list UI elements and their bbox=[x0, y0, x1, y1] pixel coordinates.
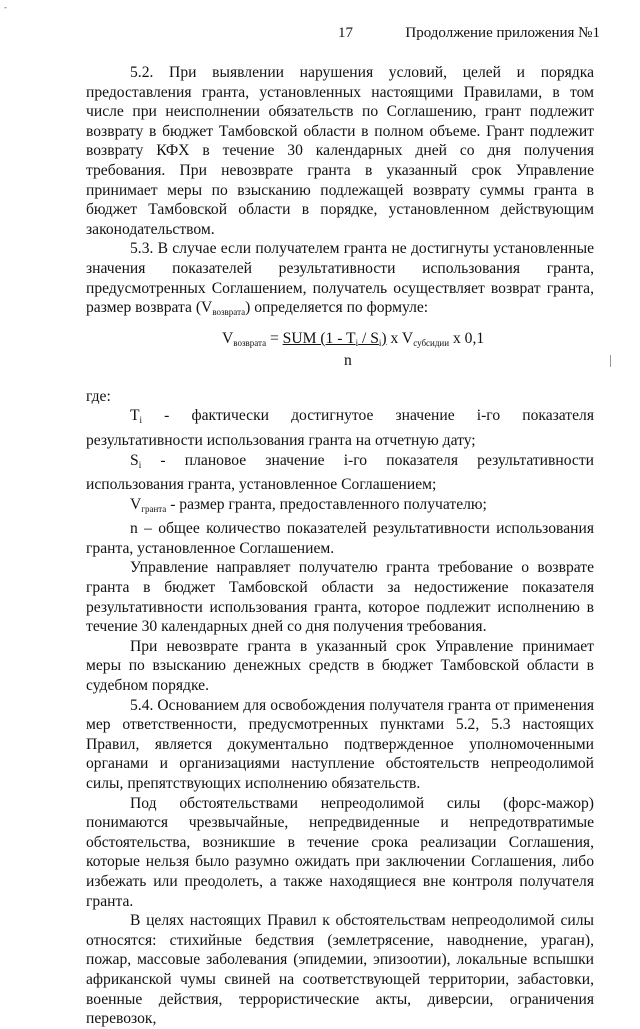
definition-n: n – общее количество показателей результативности использования гранта, установленное Соглашением. bbox=[86, 520, 594, 557]
formula-denominator: n bbox=[344, 351, 352, 369]
definition-v: $V_{гранта}$ - размер гранта, предоставленного получателю; bbox=[130, 495, 487, 514]
paragraph-force-list: В целях настоящих Правил к обстоятельствам непреодолимой силы относятся: стихийные бедствия (землетрясение, наводнение, ураган), пожар, массовые заболевания (эпидемии, эпизоотии), локальные вспышки африканской чумы свиней на соответствующей территории, забастовки, военные действия, террористические акты, диверсии, ограничения перевозок, bbox=[86, 912, 594, 1028]
page-number: 17 bbox=[338, 25, 353, 41]
paragraph-5-4: 5.4. Основанием для освобождения получателя гранта от применения мер ответственности, предусмотренных пунктами 5.2, 5.3 настоящих Правил, является документально подтвержденное уполномоченными органами и организациями наступление обстоятельств непреодолимой силы, препятствующих исполнению обязательств. bbox=[86, 696, 594, 792]
formula-numerator-line: $V_{возврата}$ = SUM $(1 - T_i / S_i)$ x $V_{субсидии}$ x 0,1 bbox=[222, 329, 485, 348]
paragraph-5-3-subscript: возврата bbox=[212, 307, 246, 318]
document-body bbox=[86, 63, 594, 1029]
definition-s: $S_i$ - плановое значение i-го показателя результативности использования гранта, установленное Соглашением; bbox=[86, 451, 594, 494]
paragraph-5-3: 5.3. В случае если получателем гранта не достигнуты установленные значения показателей результативности использования гранта, предусмотренных Соглашением, получатель осуществляет возврат гранта, размер возврата $(V_{возврата})$ определяется по формуле: bbox=[86, 240, 594, 318]
paragraph-force-majeure: Под обстоятельствами непреодолимой силы (форс-мажор) понимаются чрезвычайные, непредвиденные и непредотвратимые обстоятельства, возникшие в течение срока реализации Соглашения, которые нельзя было разумно ожидать при заключении Соглашения, либо избежать или преодолеть, а также находящиеся вне контроля получателя гранта. bbox=[86, 794, 594, 910]
refund-formula bbox=[86, 329, 594, 375]
formula-sum: SUM $(1 - T_i / S_i)$ bbox=[282, 329, 387, 348]
paragraph-requirement: Управление направляет получателю гранта требование о возврате гранта в бюджет Тамбовской области за недостижение показателя результативности использования гранта, которое подлежит исполнению в течение 30 календарных дней со дня получения требования. bbox=[86, 559, 594, 636]
where-label: где: bbox=[86, 387, 111, 405]
margin-mark bbox=[610, 355, 611, 367]
running-head: Продолжение приложения №1 bbox=[405, 25, 600, 41]
paragraph-court: При невозврате гранта в указанный срок Управление принимает меры по взысканию денежных средств в бюджет Тамбовской области в судебном порядке. bbox=[86, 637, 594, 695]
paragraph-5-2: 5.2. При выявлении нарушения условий, целей и порядка предоставления гранта, установленных настоящими Правилами, в том числе при неисполнении обязательств по Соглашению, грант подлежит возврату в бюджет Тамбовской области в полном объеме. Грант подлежит возврату КФХ в течение 30 календарных дней со дня получения требования. При невозврате гранта в указанный срок Управление принимает меры по взысканию подлежащей возврату суммы гранта в бюджет Тамбовской области в порядке, установленном действующим законодательством. bbox=[86, 64, 594, 238]
definition-t: $T_i$ - фактически достигнутое значение i-го показателя результативности использования гранта на отчетную дату; bbox=[86, 407, 594, 449]
corner-mark: - bbox=[4, 2, 7, 12]
